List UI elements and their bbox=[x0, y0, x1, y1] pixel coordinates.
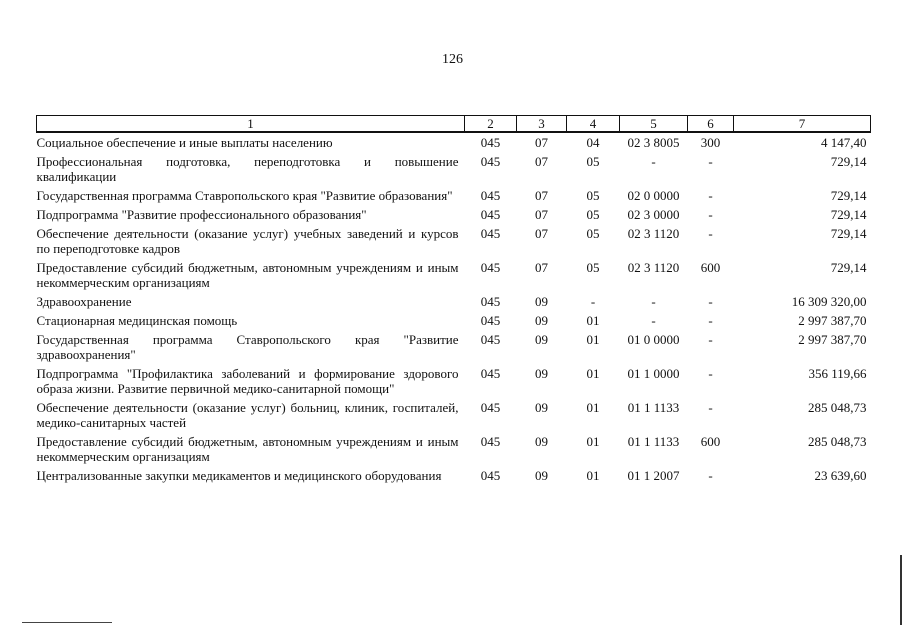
table-row bbox=[37, 330, 871, 364]
row-code-6: - bbox=[708, 313, 713, 328]
row-name: Профессиональная подготовка, переподготовка и повышение квалификации bbox=[36, 154, 459, 184]
table-row bbox=[37, 292, 871, 311]
row-code-2: 045 bbox=[480, 188, 501, 203]
row-code-4: 05 bbox=[586, 260, 600, 275]
row-code-6: - bbox=[708, 207, 713, 222]
row-code-5: 01 1 1133 bbox=[627, 434, 680, 449]
table-row bbox=[37, 398, 871, 432]
table-row bbox=[37, 258, 871, 292]
column-header-5: 5 bbox=[620, 116, 688, 133]
row-code-2: 045 bbox=[480, 468, 501, 483]
row-amount: 2 997 387,70 bbox=[798, 332, 867, 347]
row-code-4: 04 bbox=[586, 135, 600, 150]
row-code-3: 09 bbox=[535, 434, 548, 449]
row-code-2: 045 bbox=[480, 294, 501, 309]
row-code-6: - bbox=[708, 366, 713, 381]
row-code-4: 01 bbox=[586, 313, 600, 328]
row-code-3: 09 bbox=[535, 366, 548, 381]
row-name: Социальное обеспечение и иные выплаты населению bbox=[36, 135, 333, 150]
row-code-4: 01 bbox=[586, 400, 600, 415]
row-amount: 729,14 bbox=[830, 188, 867, 203]
row-code-3: 07 bbox=[535, 135, 548, 150]
row-code-2: 045 bbox=[480, 154, 501, 169]
column-header-4: 4 bbox=[567, 116, 620, 133]
row-code-2: 045 bbox=[480, 135, 501, 150]
row-code-5: 01 1 2007 bbox=[627, 468, 680, 483]
row-code-6: - bbox=[708, 154, 713, 169]
row-code-4: 05 bbox=[586, 207, 600, 222]
scan-edge-mark bbox=[900, 555, 902, 625]
table-row bbox=[37, 186, 871, 205]
row-code-6: - bbox=[708, 188, 713, 203]
row-code-2: 045 bbox=[480, 226, 501, 241]
table-row bbox=[37, 466, 871, 485]
row-amount: 729,14 bbox=[830, 260, 867, 275]
row-code-6: - bbox=[708, 226, 713, 241]
row-code-5: 01 1 0000 bbox=[627, 366, 680, 381]
row-amount: 729,14 bbox=[830, 207, 867, 222]
table-row bbox=[37, 432, 871, 466]
table-row bbox=[37, 152, 871, 186]
row-name: Предоставление субсидий бюджетным, автономным учреждениям и иным некоммерческим организациям bbox=[36, 434, 459, 464]
row-code-3: 07 bbox=[535, 154, 548, 169]
row-amount: 729,14 bbox=[830, 154, 867, 169]
row-code-5: - bbox=[651, 294, 656, 309]
row-name: Государственная программа Ставропольского края "Развитие образования" bbox=[36, 188, 453, 203]
column-header-3: 3 bbox=[517, 116, 567, 133]
row-name: Предоставление субсидий бюджетным, автономным учреждениям и иным некоммерческим организациям bbox=[36, 260, 459, 290]
row-amount: 23 639,60 bbox=[814, 468, 867, 483]
row-code-2: 045 bbox=[480, 400, 501, 415]
row-amount: 285 048,73 bbox=[808, 400, 867, 415]
row-code-3: 07 bbox=[535, 207, 548, 222]
row-name: Обеспечение деятельности (оказание услуг) учебных заведений и курсов по переподготовке кадров bbox=[36, 226, 459, 256]
table-row bbox=[37, 364, 871, 398]
row-code-2: 045 bbox=[480, 434, 501, 449]
row-code-3: 07 bbox=[535, 260, 548, 275]
row-code-3: 09 bbox=[535, 294, 548, 309]
row-code-4: 01 bbox=[586, 434, 600, 449]
column-header-1: 1 bbox=[37, 116, 465, 133]
row-code-5: 02 3 8005 bbox=[627, 135, 680, 150]
row-name: Подпрограмма "Профилактика заболеваний и формирование здорового образа жизни. Развитие первичной медико-санитарной помощи" bbox=[36, 366, 459, 396]
row-amount: 285 048,73 bbox=[808, 434, 867, 449]
row-code-5: - bbox=[651, 313, 656, 328]
row-code-2: 045 bbox=[480, 207, 501, 222]
row-code-6: 300 bbox=[700, 135, 721, 150]
row-code-6: - bbox=[708, 400, 713, 415]
row-name: Централизованные закупки медикаментов и медицинского оборудования bbox=[36, 468, 442, 483]
row-code-5: 02 0 0000 bbox=[627, 188, 680, 203]
row-code-3: 07 bbox=[535, 226, 548, 241]
budget-table bbox=[36, 115, 871, 485]
table-row bbox=[37, 132, 871, 152]
row-amount: 356 119,66 bbox=[808, 366, 867, 381]
row-code-5: 01 1 1133 bbox=[627, 400, 680, 415]
row-code-3: 09 bbox=[535, 468, 548, 483]
row-code-4: 05 bbox=[586, 188, 600, 203]
row-name: Здравоохранение bbox=[36, 294, 132, 309]
row-code-5: 01 0 0000 bbox=[627, 332, 680, 347]
row-code-4: 05 bbox=[586, 226, 600, 241]
row-code-4: 05 bbox=[586, 154, 600, 169]
table-row bbox=[37, 224, 871, 258]
row-code-3: 09 bbox=[535, 313, 548, 328]
row-name: Обеспечение деятельности (оказание услуг) больниц, клиник, госпиталей, медико-санитарных частей bbox=[36, 400, 459, 430]
column-header-2: 2 bbox=[465, 116, 517, 133]
row-code-2: 045 bbox=[480, 313, 501, 328]
footer-divider bbox=[22, 622, 112, 623]
row-name: Подпрограмма "Развитие профессионального образования" bbox=[36, 207, 367, 222]
row-code-3: 09 bbox=[535, 332, 548, 347]
row-code-2: 045 bbox=[480, 332, 501, 347]
table-row bbox=[37, 311, 871, 330]
column-header-7: 7 bbox=[734, 116, 871, 133]
row-code-6: - bbox=[708, 294, 713, 309]
row-code-4: 01 bbox=[586, 468, 600, 483]
row-code-6: - bbox=[708, 468, 713, 483]
row-name: Государственная программа Ставропольского края "Развитие здравоохранения" bbox=[36, 332, 459, 362]
row-amount: 16 309 320,00 bbox=[791, 294, 867, 309]
row-code-6: - bbox=[708, 332, 713, 347]
row-name: Стационарная медицинская помощь bbox=[36, 313, 238, 328]
table-header-row bbox=[37, 116, 871, 133]
row-code-4: 01 bbox=[586, 366, 600, 381]
row-code-6: 600 bbox=[700, 260, 721, 275]
row-amount: 4 147,40 bbox=[821, 135, 867, 150]
row-code-5: 02 3 1120 bbox=[627, 260, 680, 275]
row-code-3: 09 bbox=[535, 400, 548, 415]
row-code-6: 600 bbox=[700, 434, 721, 449]
table-row bbox=[37, 205, 871, 224]
row-code-4: 01 bbox=[586, 332, 600, 347]
row-code-3: 07 bbox=[535, 188, 548, 203]
column-header-6: 6 bbox=[688, 116, 734, 133]
page-number: 126 bbox=[442, 52, 463, 67]
row-code-2: 045 bbox=[480, 260, 501, 275]
row-code-5: 02 3 1120 bbox=[627, 226, 680, 241]
row-code-5: - bbox=[651, 154, 656, 169]
row-code-2: 045 bbox=[480, 366, 501, 381]
row-amount: 729,14 bbox=[830, 226, 867, 241]
row-code-5: 02 3 0000 bbox=[627, 207, 680, 222]
row-code-4: - bbox=[590, 294, 596, 309]
row-amount: 2 997 387,70 bbox=[798, 313, 867, 328]
